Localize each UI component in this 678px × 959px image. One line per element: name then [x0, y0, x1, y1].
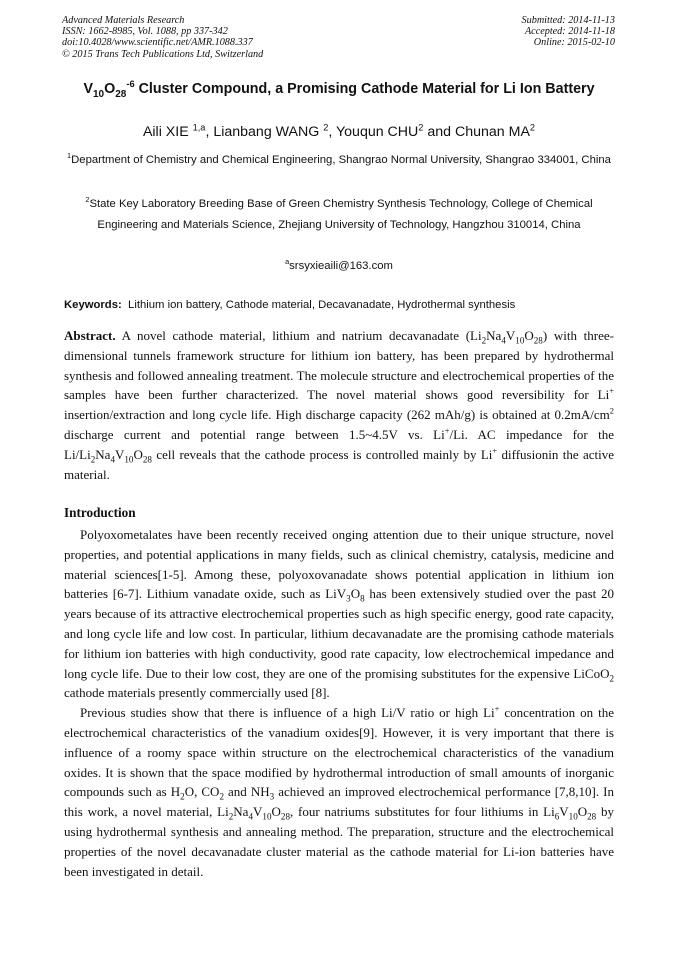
journal-name: Advanced Materials Research	[62, 15, 185, 26]
online-date: Online: 2015-02-10	[533, 37, 615, 49]
author: Aili XIE	[142, 124, 193, 140]
author: Youqun CHU	[336, 124, 419, 140]
journal-copyright: © 2015 Trans Tech Publications Ltd, Switzerland	[62, 48, 264, 60]
intro-paragraph-1: Polyoxometalates have been recently received onging attention due to their unique structure, novel properties, and potential applications in many fields, such as clinical chemistry, catalysis, medicine and material sciences[1-5]. Among these, polyoxovanadate shows potential application in lithium ion batteries [6-7]. Lithium vanadate oxide, such as $LiV_3O_8$ has been extensively studied over the past 20 years because of its attractive electrochemical properties such as high specific energy, good rate capacity, and long cycle life and low cost. In particular, lithium decavanadate are the promising cathode materials for lithium ion batteries with high conductivity, good rate capacity, low electrochemical impedance and long cycle life. Due to their low cost, they are one of the promising substitutes for the expensive LiCoO$_2$ cathode materials presently commercially used [8].	[64, 527, 614, 701]
accepted-date: Accepted: 2014-11-18	[524, 26, 615, 38]
author: Lianbang WANG	[213, 124, 324, 140]
paper-title: $V_{10}O_{28}^{-6}$ Cluster Compound, a Promising Cathode Material for Li Ion Battery	[83, 79, 595, 100]
affiliation-1: $^1$Department of Chemistry and Chemical Engineering, Shangrao Normal University, Shangrao 334001, China	[67, 151, 611, 166]
journal-doi[interactable]: doi:10.4028/www.scientific.net/AMR.1088.337	[62, 37, 253, 49]
affiliation-2: $^2$State Key Laboratory Breeding Base of Green Chemistry Synthesis Technology, College of Chemical Engineering and Materials Science, Zhejiang University of Technology, Hangzhou 310014, China	[85, 195, 593, 231]
submitted-date: Submitted: 2014-11-13	[521, 15, 615, 26]
journal-issn: ISSN: 1662-8985, Vol. 1088, pp 337-342	[62, 26, 228, 38]
introduction-body	[64, 525, 614, 881]
introduction-heading: Introduction	[64, 505, 136, 520]
journal-header	[62, 15, 263, 60]
keywords-text: Lithium ion battery, Cathode material, Decavanadate, Hydrothermal synthesis	[128, 299, 516, 311]
abstract: Abstract. A novel cathode material, lithium and natrium decavanadate $(Li_2Na_4V_{10}O_{28})$ with three-dimensional tunnels framework structure for lithium ion battery, has been prepared by hydrothermal synthesis and followed annealing treatment. The molecule structure and electrochemical properties of the samples have been further characterized. The novel material shows good reversibility for Li+ insertion/extraction and long cycle life. High discharge capacity (262 mAh/g) is obtained at $0.2mA/cm^2$ discharge current and potential range between 1.5~4.5V vs. Li+/Li. AC impedance for the $Li/Li_2Na_4V_{10}O_{28}$ cell reveals that the cathode process is controlled mainly by Li+ diffusionin the active material.	[64, 328, 615, 482]
dates-header	[522, 15, 615, 49]
keywords-label: Keywords:	[64, 299, 122, 311]
author: Chunan MA	[455, 124, 530, 140]
author-list: Aili XIE $^{1,a}$, Lianbang WANG $^2$, Youqun CHU$^2$ and Chunan $MA^2$	[142, 122, 536, 140]
author-email[interactable]: $^a$srsyxieaili@163.com	[285, 257, 393, 272]
intro-paragraph-2: Previous studies show that there is influence of a high Li/V ratio or high Li+ concentration on the electrochemical characteristics of the vanadium oxides[9]. However, it is very important that there is influence of a roomy space within structure on the electrochemical characteristics of the vanadium oxides. It is shown that the space modified by hydrothermal introduction of small amounts of inorganic compounds such as $H_2O$, $CO_2$ and $NH_3$ achieved an improved electrochemical performance [7,8,10]. In this work, a novel material, $Li_2Na_4V_{10}O_{28}$, four natriums substitutes for four lithiums in $Li_6V_{10}O_{28}$ by using hydrothermal synthesis and annealing method. The preparation, structure and the electrochemical properties of the novel decavanadate cluster material as the cathode material for Li-ion batteries have been investigated in detail.	[64, 703, 615, 879]
abstract-label: Abstract.	[64, 328, 116, 343]
keywords-line	[64, 297, 614, 314]
